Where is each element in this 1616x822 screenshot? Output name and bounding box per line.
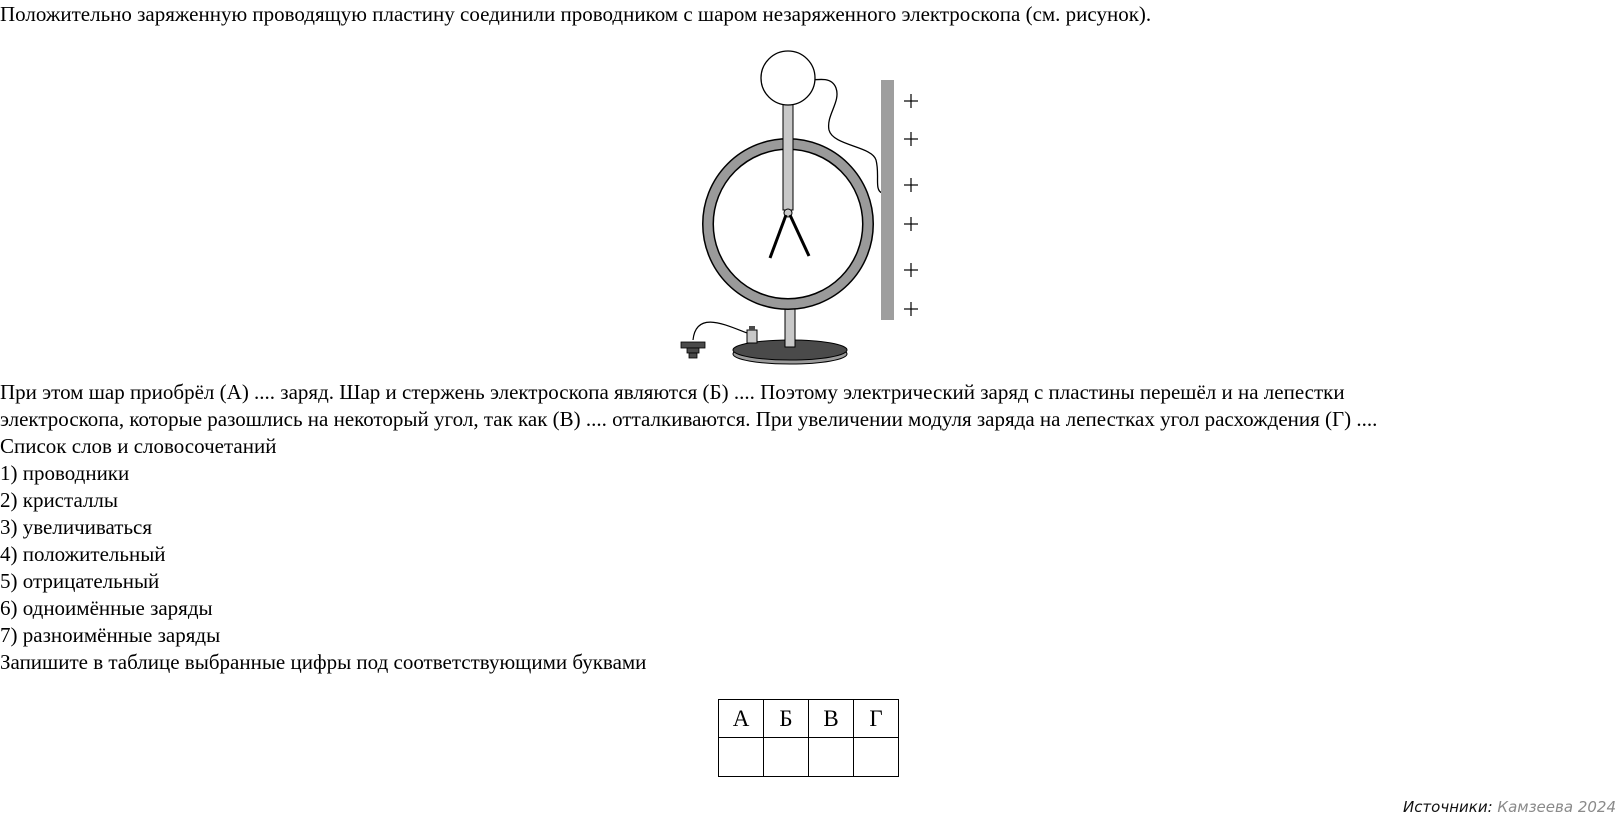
task-body xyxy=(0,379,1616,676)
ground-plug xyxy=(681,342,705,358)
header-b: Б xyxy=(764,700,809,738)
source-value[interactable]: Камзеева 2024 xyxy=(1497,798,1616,816)
charged-plate xyxy=(881,80,894,320)
answer-cell-g[interactable] xyxy=(854,738,899,777)
answer-cell-a[interactable] xyxy=(719,738,764,777)
ground-wire xyxy=(693,322,747,340)
instruction: Запишите в таблице выбранные цифры под соответствующими буквами xyxy=(0,650,647,674)
answer-table-header-row xyxy=(719,700,899,738)
word-list xyxy=(0,460,1616,649)
upper-rod xyxy=(783,104,793,210)
plus-signs xyxy=(904,94,918,316)
word-option-5: 5) отрицательный xyxy=(0,569,160,593)
header-a: А xyxy=(719,700,764,738)
leaf-left xyxy=(770,215,786,258)
lower-rod xyxy=(785,307,795,347)
task-intro: Положительно заряженную проводящую пластину соединили проводником с шаром незаряженного электроскопа (см. рисунок). xyxy=(0,2,1152,26)
header-v: В xyxy=(809,700,854,738)
word-option-1: 1) проводники xyxy=(0,461,130,485)
word-option-3: 3) увеличиваться xyxy=(0,515,153,539)
word-option-6: 6) одноимённые заряды xyxy=(0,596,213,620)
answer-cell-b[interactable] xyxy=(764,738,809,777)
answer-table-input-row xyxy=(719,738,899,777)
electroscope-figure xyxy=(676,50,966,372)
word-option-7: 7) разноимённые заряды xyxy=(0,623,221,647)
source-attribution xyxy=(1403,797,1616,817)
electroscope-ball xyxy=(761,51,815,105)
answer-cell-v[interactable] xyxy=(809,738,854,777)
word-option-4: 4) положительный xyxy=(0,542,166,566)
header-g: Г xyxy=(854,700,899,738)
word-list-title: Список слов и словосочетаний xyxy=(0,434,277,458)
paragraph-line-2: электроскопа, которые разошлись на некоторый угол, так как (В) .... отталкиваются. При увеличении модуля заряда на лепестках угол расхождения (Г) .... xyxy=(0,407,1378,431)
paragraph-line-1: При этом шар приобрёл (А) .... заряд. Шар и стержень электроскопа являются (Б) .... Поэтому электрический заряд с пластины перешёл и на лепестки xyxy=(0,380,1345,404)
word-option-2: 2) кристаллы xyxy=(0,488,119,512)
source-label: Источники: xyxy=(1402,798,1493,816)
leaf-right xyxy=(790,215,809,256)
answer-table xyxy=(718,699,899,777)
